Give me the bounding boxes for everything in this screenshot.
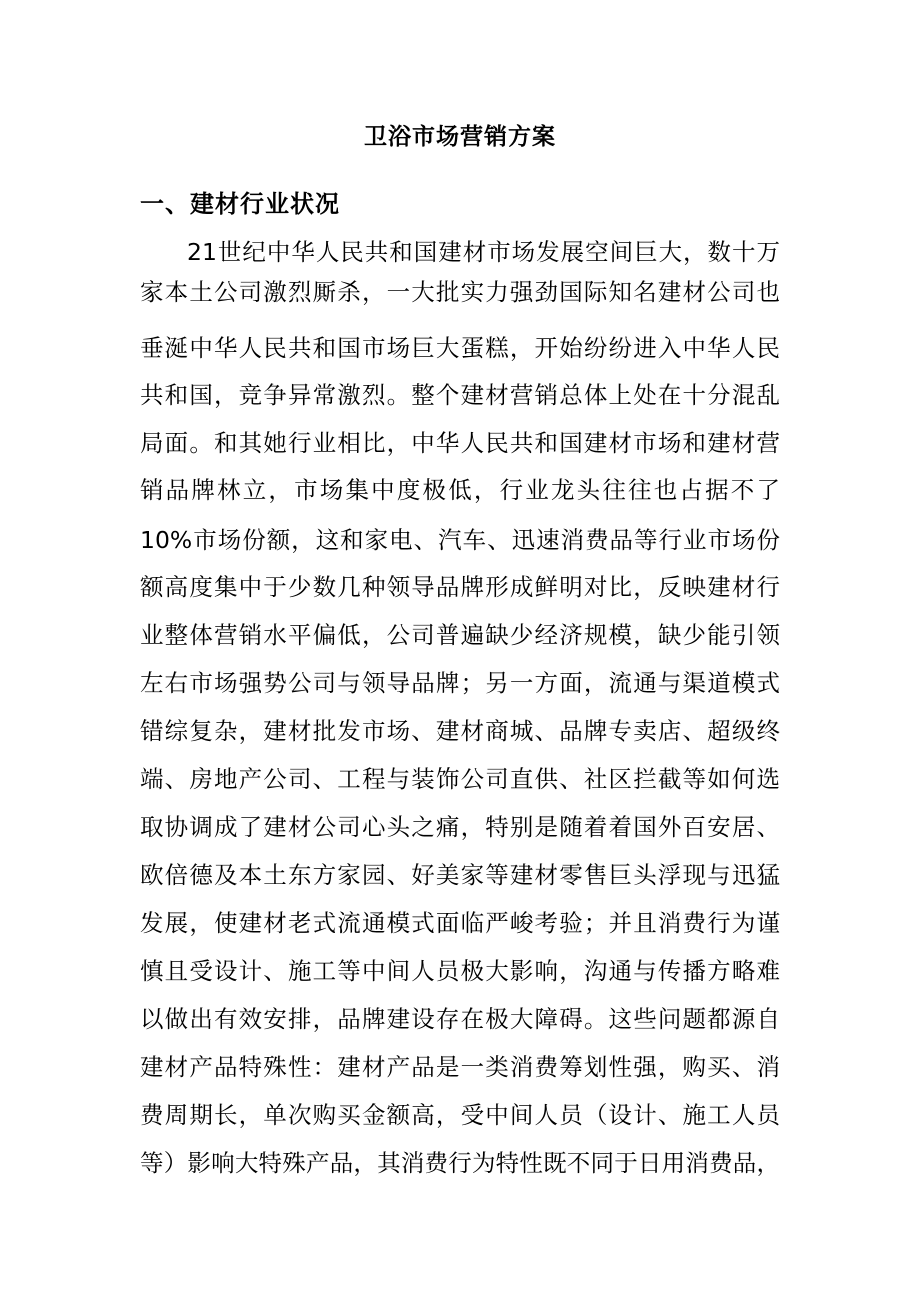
paragraph-line: 欧倍德及本土东方家园、好美家等建材零售巨头浮现与迅猛	[140, 861, 780, 889]
paragraph-line: 错综复杂，建材批发市场、建材商城、品牌专卖店、超级终	[140, 717, 780, 745]
paragraph-line: 取协调成了建材公司心头之痛，特别是随着着国外百安居、	[140, 813, 780, 841]
paragraph-line: 10%市场份额，这和家电、汽车、迅速消费品等行业市场份	[140, 526, 780, 554]
paragraph-line: 业整体营销水平偏低，公司普遍缺少经济规模，缺少能引领	[140, 621, 780, 649]
paragraph-line: 发展，使建材老式流通模式面临严峻考验；并且消费行为谨	[140, 909, 780, 937]
paragraph-line: 以做出有效安排，品牌建设存在极大障碍。这些问题都源自	[140, 1005, 780, 1033]
paragraph-line: 21世纪中华人民共和国建材市场发展空间巨大，数十万	[187, 238, 780, 266]
paragraph-line: 费周期长，单次购买金额高，受中间人员（设计、施工人员	[140, 1101, 780, 1129]
paragraph-line: 额高度集中于少数几种领导品牌形成鲜明对比，反映建材行	[140, 573, 780, 601]
paragraph-line: 垂涎中华人民共和国市场巨大蛋糕，开始纷纷进入中华人民	[140, 334, 780, 362]
paragraph-line: 端、房地产公司、工程与装饰公司直供、社区拦截等如何选	[140, 765, 780, 793]
section-heading: 一、建材行业状况	[140, 190, 340, 218]
paragraph-line: 销品牌林立，市场集中度极低，行业龙头往往也占据不了	[140, 476, 780, 504]
paragraph-line: 等）影响大特殊产品，其消费行为特性既不同于日用消费品，	[140, 1149, 780, 1177]
paragraph-line: 慎且受设计、施工等中间人员极大影响，沟通与传播方略难	[140, 957, 780, 985]
document-title: 卫浴市场营销方案	[364, 124, 556, 150]
paragraph-line: 家本土公司激烈厮杀，一大批实力强劲国际知名建材公司也	[140, 278, 780, 306]
paragraph-line: 共和国，竞争异常激烈。整个建材营销总体上处在十分混乱	[140, 381, 780, 409]
paragraph-line: 左右市场强势公司与领导品牌；另一方面，流通与渠道模式	[140, 669, 780, 697]
paragraph-line: 局面。和其她行业相比，中华人民共和国建材市场和建材营	[140, 429, 780, 457]
paragraph-line: 建材产品特殊性：建材产品是一类消费筹划性强，购买、消	[140, 1053, 780, 1081]
